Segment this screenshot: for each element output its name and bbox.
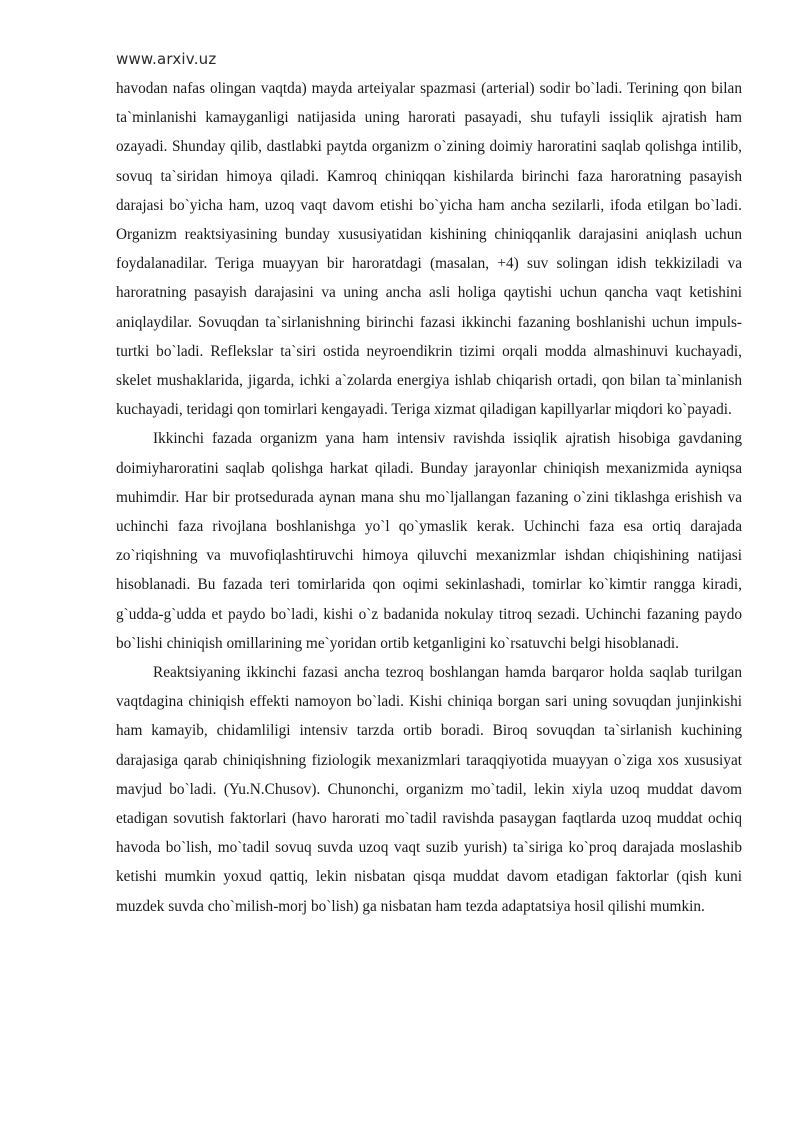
page-header-url: www.arxiv.uz <box>116 50 217 68</box>
paragraph-1: havodan nafas olingan vaqtda) mayda arteiyalar spazmasi (arterial) sodir bo`ladi. Terining qon bilan ta`minlanishi kamayganligi natijasida uning harorati pasayadi, shu tufayli issiqlik ajratish ham ozayadi. Shunday qilib, dastlabki paytda organizm o`zining doimiy haroratini saqlab qolishga intilib, sovuq ta`siridan himoya qiladi. Kamroq chiniqqan kishilarda birinchi faza haroratning pasayish darajasi bo`yicha ham, uzoq vaqt davom etishi bo`yicha ham ancha sezilarli, ifoda etilgan bo`ladi. Organizm reaktsiyasining bunday xususiyatidan kishining chiniqqanlik darajasini aniqlash uchun foydalanadilar. Teriga muayyan bir haroratdagi (masalan, +4) suv solingan idish tekkiziladi va haroratning pasayish darajasini va uning ancha asli holiga qaytishi uchun qancha vaqt ketishini aniqlaydilar. Sovuqdan ta`sirlanishning birinchi fazasi ikkinchi fazaning boshlanishi uchun impuls-turtki bo`ladi. Reflekslar ta`siri ostida neyroendikrin tizimi orqali modda almashinuvi kuchayadi, skelet mushaklarida, jigarda, ichki a`zolarda energiya ishlab chiqarish ortadi, qon bilan ta`minlanish kuchayadi, teridagi qon tomirlari kengayadi. Teriga xizmat qiladigan kapillyarlar miqdori ko`payadi. <box>116 80 742 419</box>
document-body <box>116 74 742 921</box>
paragraph-2: Ikkinchi fazada organizm yana ham intensiv ravishda issiqlik ajratish hisobiga gavdaning doimiyharoratini saqlab qolishga harkat qiladi. Bunday jarayonlar chiniqish mexanizmida ayniqsa muhimdir. Har bir protsedurada aynan mana shu mo`ljallangan fazaning o`zini tiklashga erishish va uchinchi faza rivojlana boshlanishga yo`l qo`ymaslik kerak. Uchinchi faza esa ortiq darajada zo`riqishning va muvofiqlashtiruvchi himoya qiluvchi mexanizmlar ishdan chiqishining natijasi hisoblanadi. Bu fazada teri tomirlarida qon oqimi sekinlashadi, tomirlar ko`kimtir rangga kiradi, g`udda-g`udda et paydo bo`ladi, kishi o`z badanida nokulay titroq sezadi. Uchinchi fazaning paydo bo`lishi chiniqish omillarining me`yoridan ortib ketganligini ko`rsatuvchi belgi hisoblanadi. <box>116 430 742 652</box>
paragraph-3: Reaktsiyaning ikkinchi fazasi ancha tezroq boshlangan hamda barqaror holda saqlab turilgan vaqtdagina chiniqish effekti namoyon bo`ladi. Kishi chiniqa borgan sari uning sovuqdan junjinkishi ham kamayib, chidamliligi intensiv tarzda ortib boradi. Biroq sovuqdan ta`sirlanish kuchining darajasiga qarab chiniqishning fiziologik mexanizmlari taraqqiyotida muayyan o`ziga xos xususiyat mavjud bo`ladi. (Yu.N.Chusov). Chunonchi, organizm mo`tadil, lekin xiyla uzoq muddat davom etadigan sovutish faktorlari (havo harorati mo`tadil ravishda pasaygan faqtlarda uzoq muddat ochiq havoda bo`lish, mo`tadil sovuq suvda uzoq vaqt suzib yurish) ta`siriga ko`proq darajada moslashib ketishi mumkin yoxud qattiq, lekin nisbatan qisqa muddat davom etadigan faktorlar (qish kuni muzdek suvda cho`milish-morj bo`lish) ga nisbatan ham tezda adaptatsiya hosil qilishi mumkin. <box>116 664 742 915</box>
